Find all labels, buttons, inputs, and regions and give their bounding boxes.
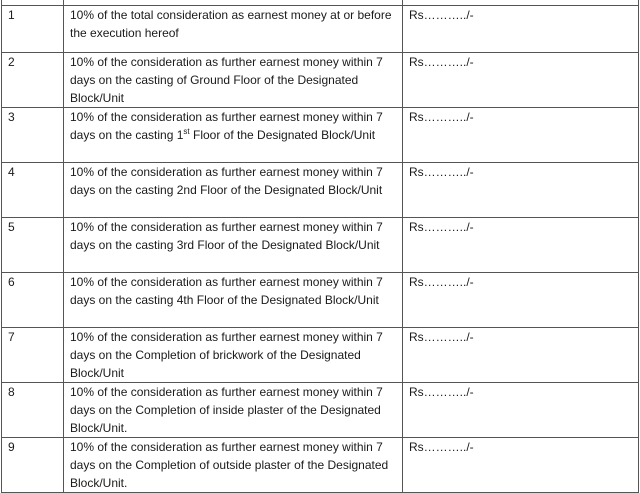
installment-description: 10% of the consideration as further earnest money within 7 days on the casting 4th Floor of the Designated Block/Unit xyxy=(64,273,403,328)
installment-description: 10% of the consideration as further earnest money within 7 days on the casting 2nd Floor of the Designated Block/Unit xyxy=(64,163,403,218)
installment-number: 5 xyxy=(2,218,64,273)
installment-description: 10% of the consideration as further earnest money within 7 days on the Completion of outside plaster of the Designated Block/Unit. xyxy=(64,438,403,493)
table-row xyxy=(2,53,639,108)
table-row xyxy=(2,163,639,218)
installment-amount: Rs………../- xyxy=(403,53,639,108)
installment-number: 7 xyxy=(2,328,64,383)
table-row xyxy=(2,108,639,163)
table-row xyxy=(2,218,639,273)
description-text: Floor of the Designated Block/Unit xyxy=(189,128,376,142)
installment-description: 10% of the consideration as further earnest money within 7 days on the casting 3rd Floor of the Designated Block/Unit xyxy=(64,218,403,273)
installment-number: 2 xyxy=(2,53,64,108)
table-row xyxy=(2,273,639,328)
table-row xyxy=(2,383,639,438)
installment-description: 10% of the consideration as further earnest money within 7 days on the casting of Ground Floor of the Designated Block/Unit xyxy=(64,53,403,108)
table-row xyxy=(2,328,639,383)
installment-amount: Rs………../- xyxy=(403,438,639,493)
installment-description xyxy=(64,108,403,163)
installment-amount: Rs………../- xyxy=(403,6,639,53)
installment-amount: Rs………../- xyxy=(403,218,639,273)
installment-amount: Rs………../- xyxy=(403,108,639,163)
ordinal-suffix: st xyxy=(183,127,190,136)
installment-number: 9 xyxy=(2,438,64,493)
installment-amount: Rs………../- xyxy=(403,163,639,218)
installment-amount: Rs………../- xyxy=(403,383,639,438)
installment-description: 10% of the consideration as further earnest money within 7 days on the Completion of inside plaster of the Designated Block/Unit. xyxy=(64,383,403,438)
installment-description: 10% of the consideration as further earnest money within 7 days on the Completion of brickwork of the Designated Block/Unit xyxy=(64,328,403,383)
installment-description: 10% of the total consideration as earnest money at or before the execution hereof xyxy=(64,6,403,53)
installment-number: 3 xyxy=(2,108,64,163)
installment-number: 1 xyxy=(2,6,64,53)
payment-schedule-table xyxy=(1,0,639,493)
installment-number: 4 xyxy=(2,163,64,218)
installment-number: 6 xyxy=(2,273,64,328)
table-row xyxy=(2,438,639,493)
description-text: 10% of the consideration as further earnest money within 7 days on the casting 1 xyxy=(70,110,383,142)
installment-amount: Rs………../- xyxy=(403,328,639,383)
installment-amount: Rs………../- xyxy=(403,273,639,328)
installment-number: 8 xyxy=(2,383,64,438)
table-row xyxy=(2,6,639,53)
